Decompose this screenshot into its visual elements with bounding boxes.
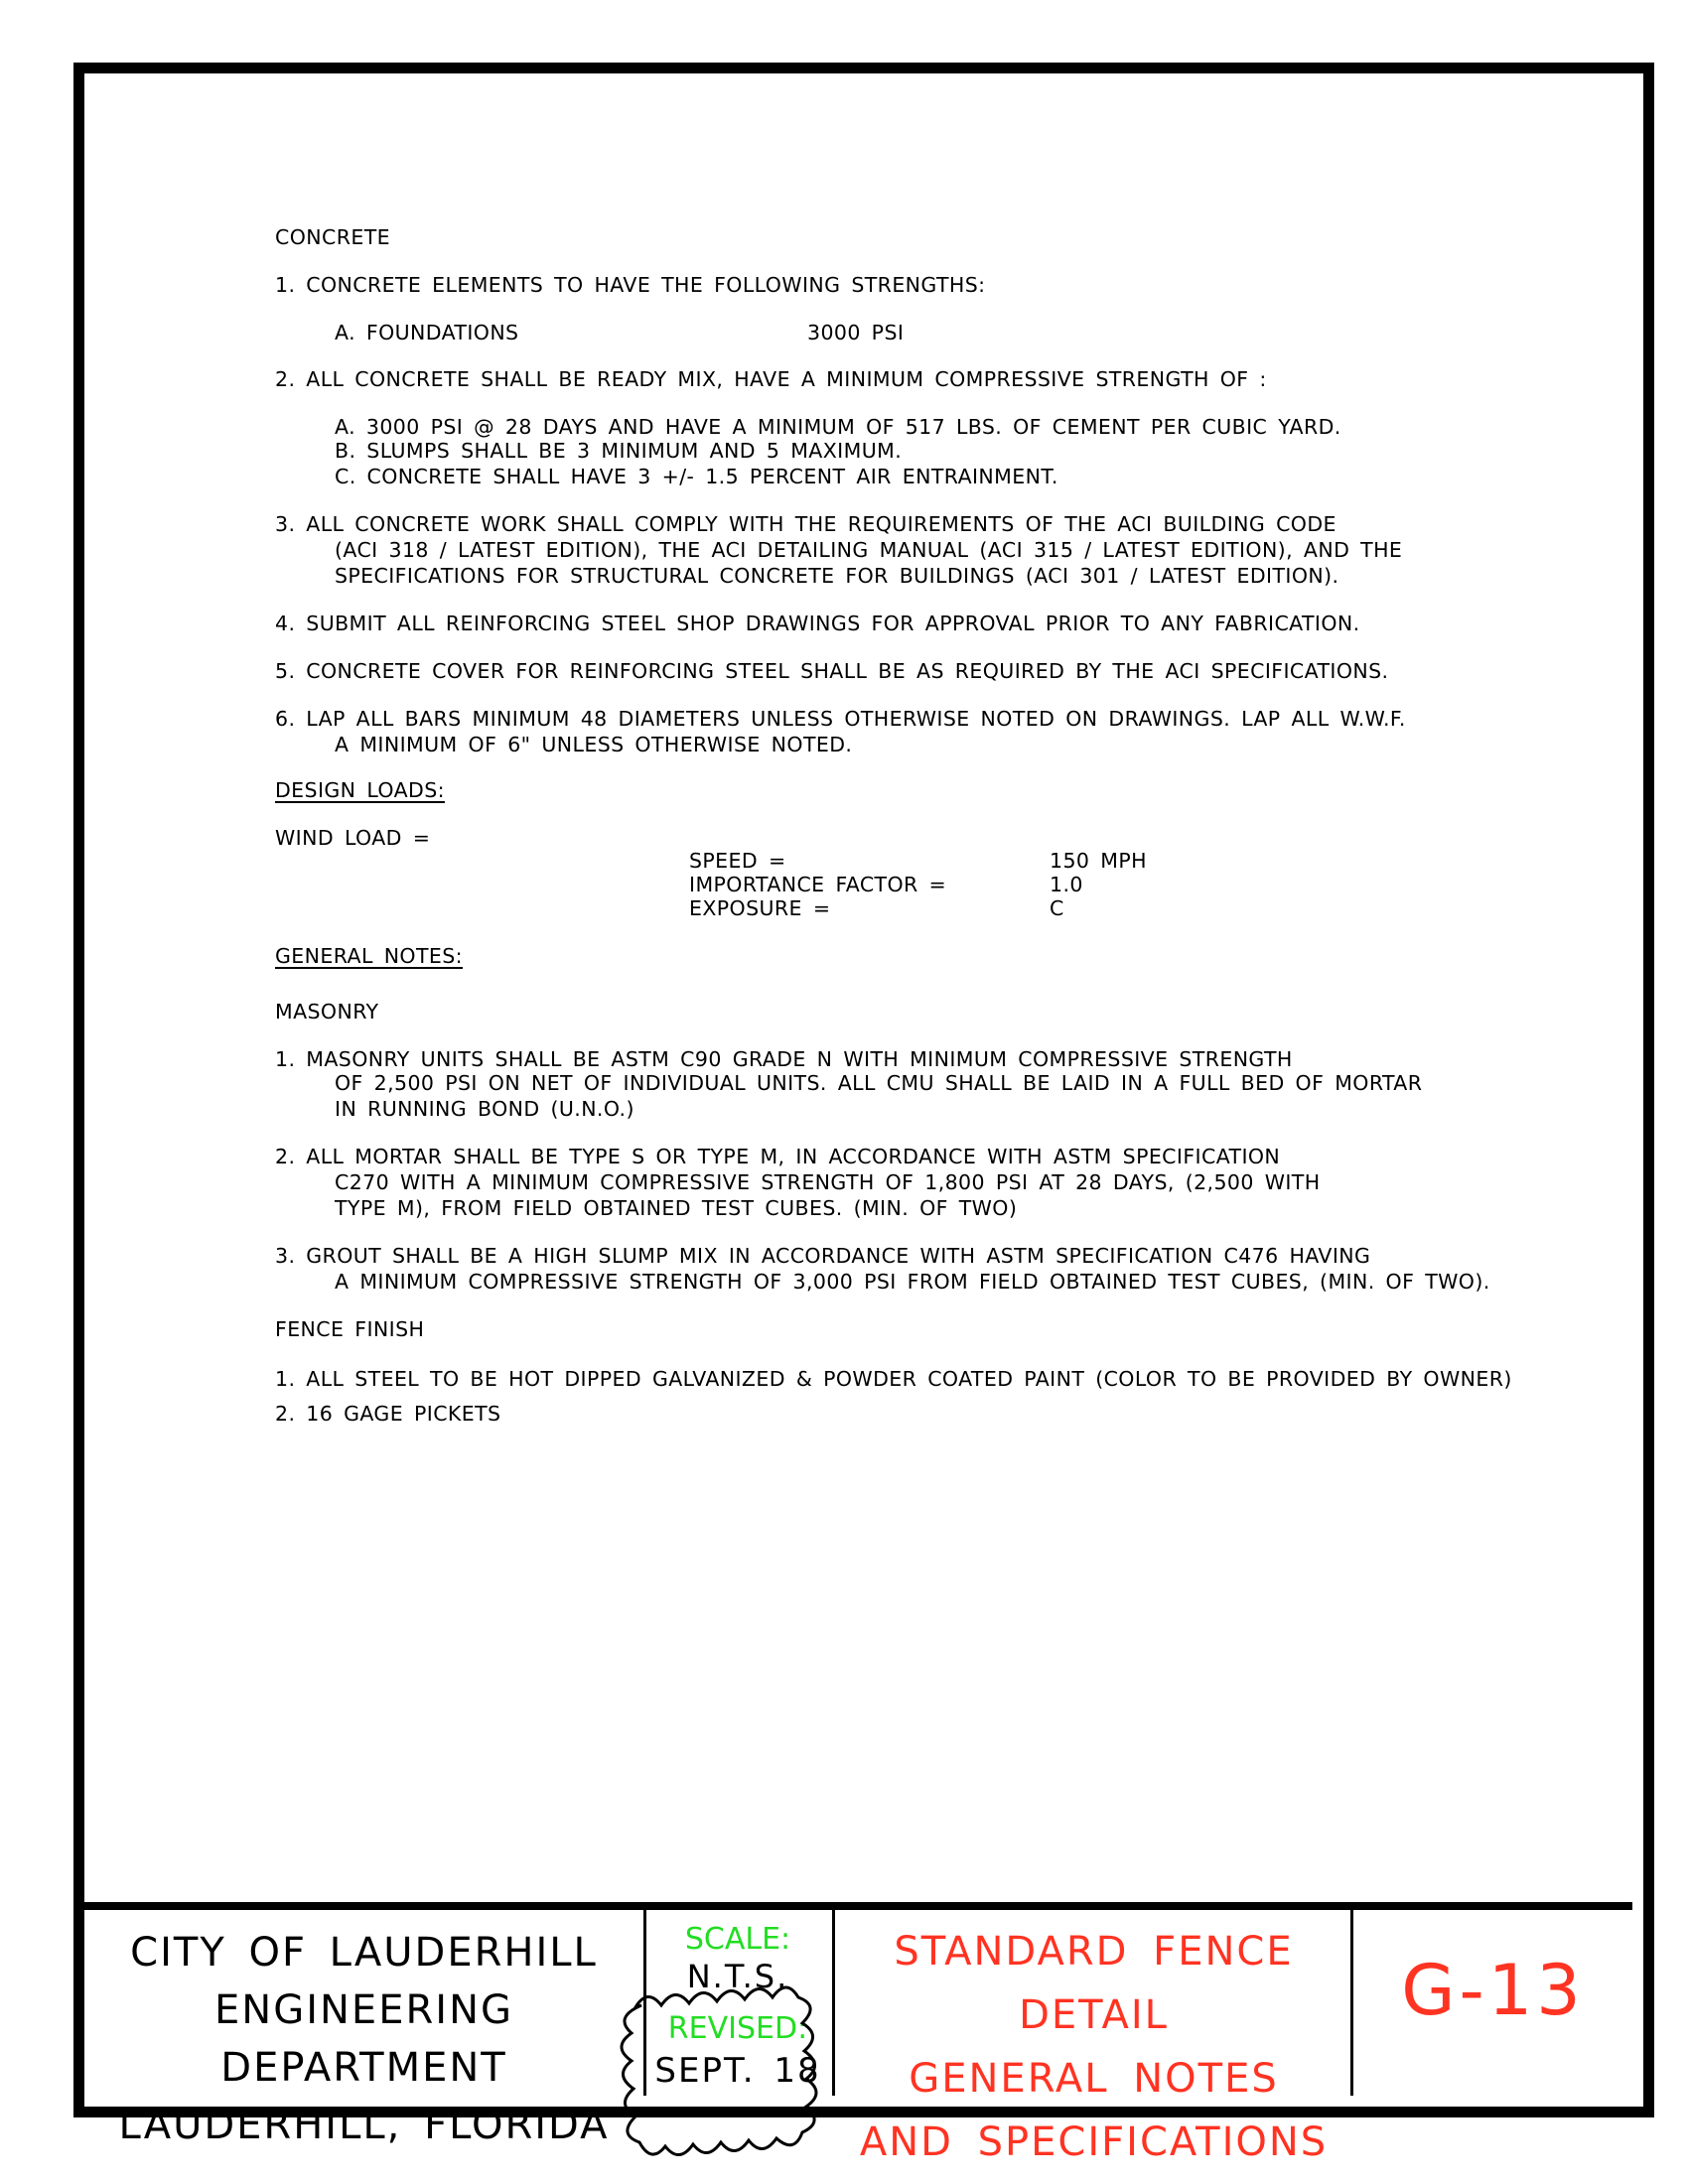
scale-label: SCALE: — [684, 1922, 791, 1957]
concrete-item-1: 1. CONCRETE ELEMENTS TO HAVE THE FOLLOWING STRENGTHS: — [275, 273, 986, 297]
importance-factor-value: 1.0 — [1050, 873, 1083, 896]
general-notes-heading: GENERAL NOTES: — [275, 944, 463, 968]
speed-value: 150 MPH — [1050, 849, 1147, 873]
sheet-number: G-13 — [1401, 1950, 1585, 2031]
drawing-title-line-1: STANDARD FENCE DETAIL — [894, 1929, 1294, 2038]
concrete-item-6-line-1: 6. LAP ALL BARS MINIMUM 48 DIAMETERS UNLESS OTHERWISE NOTED ON DRAWINGS. LAP ALL W.W.F. — [275, 707, 1406, 731]
masonry-item-2-line-2: C270 WITH A MINIMUM COMPRESSIVE STRENGTH OF 1,800 PSI AT 28 DAYS, (2,500 WITH — [335, 1170, 1321, 1194]
concrete-item-2b: B. SLUMPS SHALL BE 3 MINIMUM AND 5 MAXIMUM. — [335, 439, 903, 463]
wind-load-label: WIND LOAD = — [275, 826, 431, 850]
exposure-label: EXPOSURE = — [689, 896, 831, 920]
concrete-item-1a-value: 3000 PSI — [807, 321, 905, 344]
exposure-value: C — [1050, 896, 1064, 920]
concrete-item-3-line-1: 3. ALL CONCRETE WORK SHALL COMPLY WITH THE REQUIREMENTS OF THE ACI BUILDING CODE — [275, 512, 1336, 536]
concrete-item-4: 4. SUBMIT ALL REINFORCING STEEL SHOP DRAWINGS FOR APPROVAL PRIOR TO ANY FABRICATION. — [275, 612, 1360, 635]
title-block-divider — [832, 1910, 835, 2096]
masonry-item-1-line-3: IN RUNNING BOND (U.N.O.) — [335, 1097, 634, 1121]
concrete-item-3-line-2: (ACI 318 / LATEST EDITION), THE ACI DETAILING MANUAL (ACI 315 / LATEST EDITION), AND THE — [335, 538, 1403, 562]
concrete-item-3-line-3: SPECIFICATIONS FOR STRUCTURAL CONCRETE FOR BUILDINGS (ACI 301 / LATEST EDITION). — [335, 564, 1339, 588]
importance-factor-label: IMPORTANCE FACTOR = — [689, 873, 947, 896]
concrete-item-6-line-2: A MINIMUM OF 6" UNLESS OTHERWISE NOTED. — [335, 733, 853, 756]
masonry-item-3-line-1: 3. GROUT SHALL BE A HIGH SLUMP MIX IN ACCORDANCE WITH ASTM SPECIFICATION C476 HAVING — [275, 1244, 1371, 1268]
masonry-item-2-line-3: TYPE M), FROM FIELD OBTAINED TEST CUBES. (MIN. OF TWO) — [335, 1196, 1018, 1220]
agency-line-1: CITY OF LAUDERHILL — [130, 1930, 598, 1976]
drawing-title — [837, 1920, 1350, 2174]
masonry-item-2-line-1: 2. ALL MORTAR SHALL BE TYPE S OR TYPE M, IN ACCORDANCE WITH ASTM SPECIFICATION — [275, 1145, 1281, 1168]
agency-line-3: LAUDERHILL, FLORIDA — [118, 2103, 610, 2148]
masonry-heading: MASONRY — [275, 1000, 379, 1024]
fence-finish-heading: FENCE FINISH — [275, 1317, 425, 1341]
speed-label: SPEED = — [689, 849, 786, 873]
scale-value: N.T.S. — [686, 1958, 789, 1995]
revised-label: REVISED: — [667, 2011, 808, 2046]
concrete-item-2a: A. 3000 PSI @ 28 DAYS AND HAVE A MINIMUM OF 517 LBS. OF CEMENT PER CUBIC YARD. — [335, 415, 1341, 439]
concrete-item-1a-label: A. FOUNDATIONS — [335, 321, 519, 344]
revised-value: SEPT. 18 — [654, 2051, 821, 2091]
design-loads-heading: DESIGN LOADS: — [275, 778, 445, 802]
concrete-item-2: 2. ALL CONCRETE SHALL BE READY MIX, HAVE A MINIMUM COMPRESSIVE STRENGTH OF : — [275, 367, 1267, 391]
title-block — [84, 1902, 1632, 2165]
masonry-item-3-line-2: A MINIMUM COMPRESSIVE STRENGTH OF 3,000 PSI FROM FIELD OBTAINED TEST CUBES, (MIN. OF TWO). — [335, 1270, 1490, 1294]
concrete-heading: CONCRETE — [275, 225, 390, 249]
agency-line-2: ENGINEERING DEPARTMENT — [214, 1987, 513, 2091]
drawing-title-line-2: GENERAL NOTES — [909, 2056, 1279, 2102]
agency-name — [84, 1924, 643, 2154]
drawing-title-line-3: AND SPECIFICATIONS — [859, 2119, 1329, 2165]
fence-finish-item-1: 1. ALL STEEL TO BE HOT DIPPED GALVANIZED & POWDER COATED PAINT (COLOR TO BE PROVIDED BY OWNER) — [275, 1367, 1512, 1391]
fence-finish-item-2: 2. 16 GAGE PICKETS — [275, 1402, 501, 1426]
concrete-item-5: 5. CONCRETE COVER FOR REINFORCING STEEL SHALL BE AS REQUIRED BY THE ACI SPECIFICATIONS. — [275, 659, 1389, 683]
masonry-item-1-line-1: 1. MASONRY UNITS SHALL BE ASTM C90 GRADE N WITH MINIMUM COMPRESSIVE STRENGTH — [275, 1047, 1293, 1071]
masonry-item-1-line-2: OF 2,500 PSI ON NET OF INDIVIDUAL UNITS. ALL CMU SHALL BE LAID IN A FULL BED OF MORTAR — [335, 1071, 1423, 1095]
concrete-item-2c: C. CONCRETE SHALL HAVE 3 +/- 1.5 PERCENT AIR ENTRAINMENT. — [335, 465, 1058, 488]
